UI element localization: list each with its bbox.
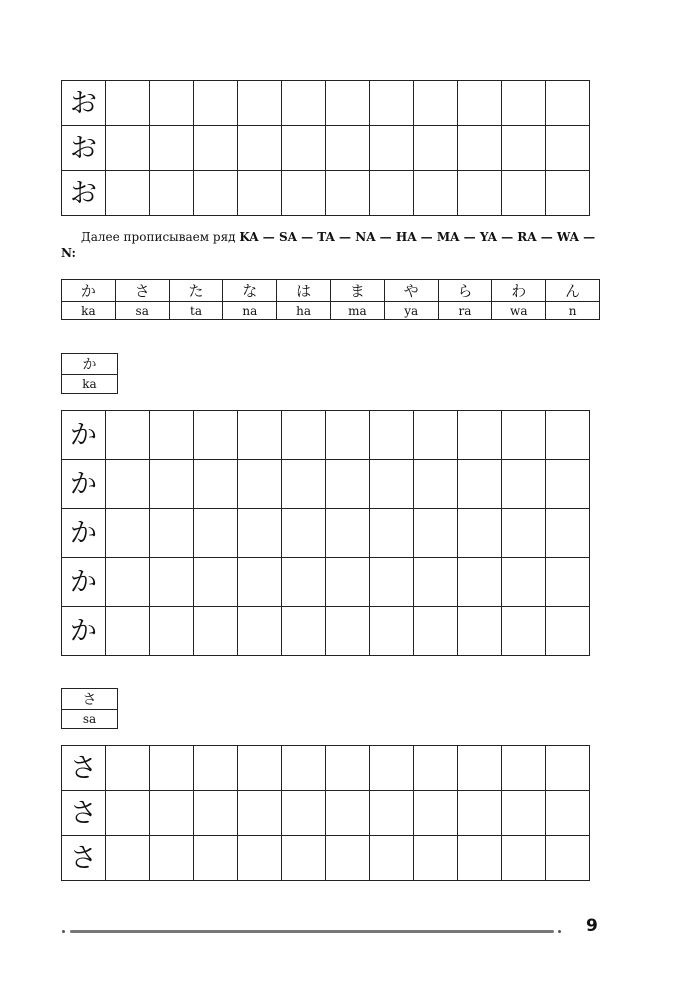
- practice-cell: [370, 81, 414, 126]
- practice-cell: [150, 607, 194, 656]
- ka-legend: [61, 353, 118, 394]
- practice-cell: [370, 411, 414, 460]
- grid-row: [62, 558, 590, 607]
- practice-cell: [150, 836, 194, 881]
- practice-cell: [502, 460, 546, 509]
- sample-character-cell: お: [62, 171, 106, 216]
- practice-cell: [150, 746, 194, 791]
- practice-cell: [150, 81, 194, 126]
- practice-cell: [458, 607, 502, 656]
- row-kana-cell: ら: [438, 280, 492, 302]
- practice-cell: [326, 171, 370, 216]
- sample-character-cell: か: [62, 607, 106, 656]
- practice-cell: [414, 411, 458, 460]
- row-kana-cell: わ: [492, 280, 546, 302]
- row-romaji-cell: ka: [62, 302, 116, 320]
- sample-character-cell: か: [62, 509, 106, 558]
- grid-row: [62, 171, 590, 216]
- grid-row: [62, 126, 590, 171]
- sa-legend-romaji: sa: [62, 710, 118, 729]
- practice-cell: [106, 460, 150, 509]
- practice-cell: [326, 746, 370, 791]
- practice-cell: [106, 558, 150, 607]
- practice-cell: [458, 509, 502, 558]
- practice-cell: [414, 558, 458, 607]
- practice-cell: [238, 460, 282, 509]
- practice-cell: [194, 558, 238, 607]
- o-practice-grid: [61, 80, 590, 216]
- practice-cell: [414, 746, 458, 791]
- practice-cell: [414, 509, 458, 558]
- practice-cell: [458, 791, 502, 836]
- practice-cell: [546, 126, 590, 171]
- practice-cell: [238, 607, 282, 656]
- practice-cell: [326, 791, 370, 836]
- row-romaji-cell: ha: [277, 302, 331, 320]
- practice-cell: [326, 558, 370, 607]
- row-romaji-cell: wa: [492, 302, 546, 320]
- practice-cell: [238, 126, 282, 171]
- practice-cell: [106, 126, 150, 171]
- practice-cell: [458, 81, 502, 126]
- row-romaji-cell: ta: [169, 302, 223, 320]
- practice-cell: [282, 411, 326, 460]
- practice-cell: [546, 746, 590, 791]
- practice-cell: [546, 509, 590, 558]
- romaji-row: [62, 302, 600, 320]
- practice-cell: [414, 836, 458, 881]
- ka-practice-grid: [61, 410, 590, 656]
- practice-cell: [194, 791, 238, 836]
- footer-rule: [70, 930, 554, 933]
- intro-sequence: KA — SA — TA — NA — HA — MA — YA — RA — WA — N:: [61, 230, 596, 260]
- practice-cell: [414, 607, 458, 656]
- practice-cell: [282, 836, 326, 881]
- sample-character-cell: さ: [62, 746, 106, 791]
- practice-cell: [502, 509, 546, 558]
- practice-cell: [546, 411, 590, 460]
- practice-cell: [238, 411, 282, 460]
- practice-cell: [370, 171, 414, 216]
- grid-row: [62, 81, 590, 126]
- practice-cell: [238, 746, 282, 791]
- practice-cell: [194, 460, 238, 509]
- row-kana-cell: な: [223, 280, 277, 302]
- practice-cell: [150, 791, 194, 836]
- row-kana-cell: ま: [330, 280, 384, 302]
- row-kana-cell: さ: [115, 280, 169, 302]
- practice-cell: [326, 460, 370, 509]
- practice-cell: [370, 746, 414, 791]
- practice-cell: [194, 171, 238, 216]
- practice-cell: [370, 460, 414, 509]
- practice-cell: [150, 509, 194, 558]
- practice-cell: [414, 460, 458, 509]
- ka-legend-romaji: ka: [62, 375, 118, 394]
- ka-legend-kana: か: [62, 354, 118, 375]
- practice-cell: [326, 509, 370, 558]
- practice-cell: [370, 509, 414, 558]
- practice-cell: [282, 81, 326, 126]
- practice-cell: [194, 607, 238, 656]
- sa-legend: [61, 688, 118, 729]
- row-romaji-cell: n: [546, 302, 600, 320]
- practice-cell: [502, 607, 546, 656]
- grid-row: [62, 791, 590, 836]
- practice-cell: [238, 81, 282, 126]
- practice-cell: [502, 558, 546, 607]
- practice-cell: [546, 607, 590, 656]
- practice-cell: [546, 558, 590, 607]
- sample-character-cell: さ: [62, 791, 106, 836]
- practice-cell: [106, 746, 150, 791]
- page-number: 9: [586, 916, 598, 936]
- row-romaji-cell: ya: [384, 302, 438, 320]
- sa-practice-grid: [61, 745, 590, 881]
- practice-cell: [546, 836, 590, 881]
- sample-character-cell: さ: [62, 836, 106, 881]
- practice-cell: [282, 460, 326, 509]
- practice-cell: [370, 607, 414, 656]
- intro-text: [61, 229, 606, 261]
- practice-cell: [458, 460, 502, 509]
- practice-cell: [282, 509, 326, 558]
- practice-cell: [502, 746, 546, 791]
- practice-cell: [106, 836, 150, 881]
- practice-cell: [282, 791, 326, 836]
- practice-cell: [414, 171, 458, 216]
- practice-cell: [326, 411, 370, 460]
- grid-row: [62, 460, 590, 509]
- row-romaji-cell: ra: [438, 302, 492, 320]
- practice-cell: [238, 171, 282, 216]
- practice-cell: [546, 81, 590, 126]
- practice-cell: [238, 509, 282, 558]
- grid-row: [62, 509, 590, 558]
- kana-row: [62, 280, 600, 302]
- row-romaji-cell: na: [223, 302, 277, 320]
- row-romaji-cell: ma: [330, 302, 384, 320]
- practice-cell: [546, 171, 590, 216]
- practice-cell: [106, 607, 150, 656]
- row-kana-cell: た: [169, 280, 223, 302]
- practice-cell: [194, 509, 238, 558]
- practice-cell: [370, 791, 414, 836]
- practice-cell: [458, 171, 502, 216]
- practice-cell: [502, 81, 546, 126]
- practice-cell: [370, 558, 414, 607]
- practice-cell: [502, 411, 546, 460]
- practice-cell: [150, 460, 194, 509]
- sample-character-cell: か: [62, 460, 106, 509]
- sample-character-cell: お: [62, 126, 106, 171]
- practice-cell: [106, 509, 150, 558]
- sa-legend-kana: さ: [62, 689, 118, 710]
- footer-dot-right: [558, 930, 561, 933]
- row-kana-cell: は: [277, 280, 331, 302]
- practice-cell: [150, 171, 194, 216]
- practice-cell: [458, 126, 502, 171]
- practice-cell: [282, 126, 326, 171]
- practice-cell: [282, 746, 326, 791]
- practice-cell: [238, 791, 282, 836]
- practice-cell: [458, 558, 502, 607]
- practice-cell: [194, 746, 238, 791]
- practice-cell: [194, 411, 238, 460]
- row-kana-cell: か: [62, 280, 116, 302]
- practice-cell: [194, 836, 238, 881]
- practice-cell: [106, 791, 150, 836]
- practice-cell: [370, 126, 414, 171]
- row-kana-cell: ん: [546, 280, 600, 302]
- practice-cell: [414, 126, 458, 171]
- practice-cell: [370, 836, 414, 881]
- footer-dot-left: [62, 930, 65, 933]
- practice-cell: [326, 836, 370, 881]
- sample-character-cell: お: [62, 81, 106, 126]
- grid-row: [62, 836, 590, 881]
- practice-cell: [194, 126, 238, 171]
- practice-cell: [194, 81, 238, 126]
- practice-cell: [238, 836, 282, 881]
- practice-cell: [326, 607, 370, 656]
- practice-cell: [414, 81, 458, 126]
- practice-cell: [282, 171, 326, 216]
- intro-prefix: Далее прописываем ряд: [81, 230, 240, 244]
- practice-cell: [150, 411, 194, 460]
- practice-cell: [106, 81, 150, 126]
- grid-row: [62, 411, 590, 460]
- practice-cell: [502, 791, 546, 836]
- practice-cell: [414, 791, 458, 836]
- row-romaji-cell: sa: [115, 302, 169, 320]
- practice-cell: [282, 558, 326, 607]
- practice-cell: [458, 411, 502, 460]
- practice-cell: [150, 126, 194, 171]
- practice-cell: [326, 81, 370, 126]
- practice-cell: [238, 558, 282, 607]
- practice-cell: [326, 126, 370, 171]
- practice-cell: [458, 836, 502, 881]
- grid-row: [62, 746, 590, 791]
- practice-cell: [546, 791, 590, 836]
- row-kana-cell: や: [384, 280, 438, 302]
- practice-cell: [150, 558, 194, 607]
- practice-cell: [546, 460, 590, 509]
- kana-row-table: [61, 279, 600, 320]
- practice-cell: [106, 411, 150, 460]
- practice-cell: [458, 746, 502, 791]
- practice-cell: [502, 171, 546, 216]
- practice-cell: [502, 126, 546, 171]
- practice-cell: [106, 171, 150, 216]
- practice-cell: [282, 607, 326, 656]
- practice-cell: [502, 836, 546, 881]
- sample-character-cell: か: [62, 558, 106, 607]
- sample-character-cell: か: [62, 411, 106, 460]
- grid-row: [62, 607, 590, 656]
